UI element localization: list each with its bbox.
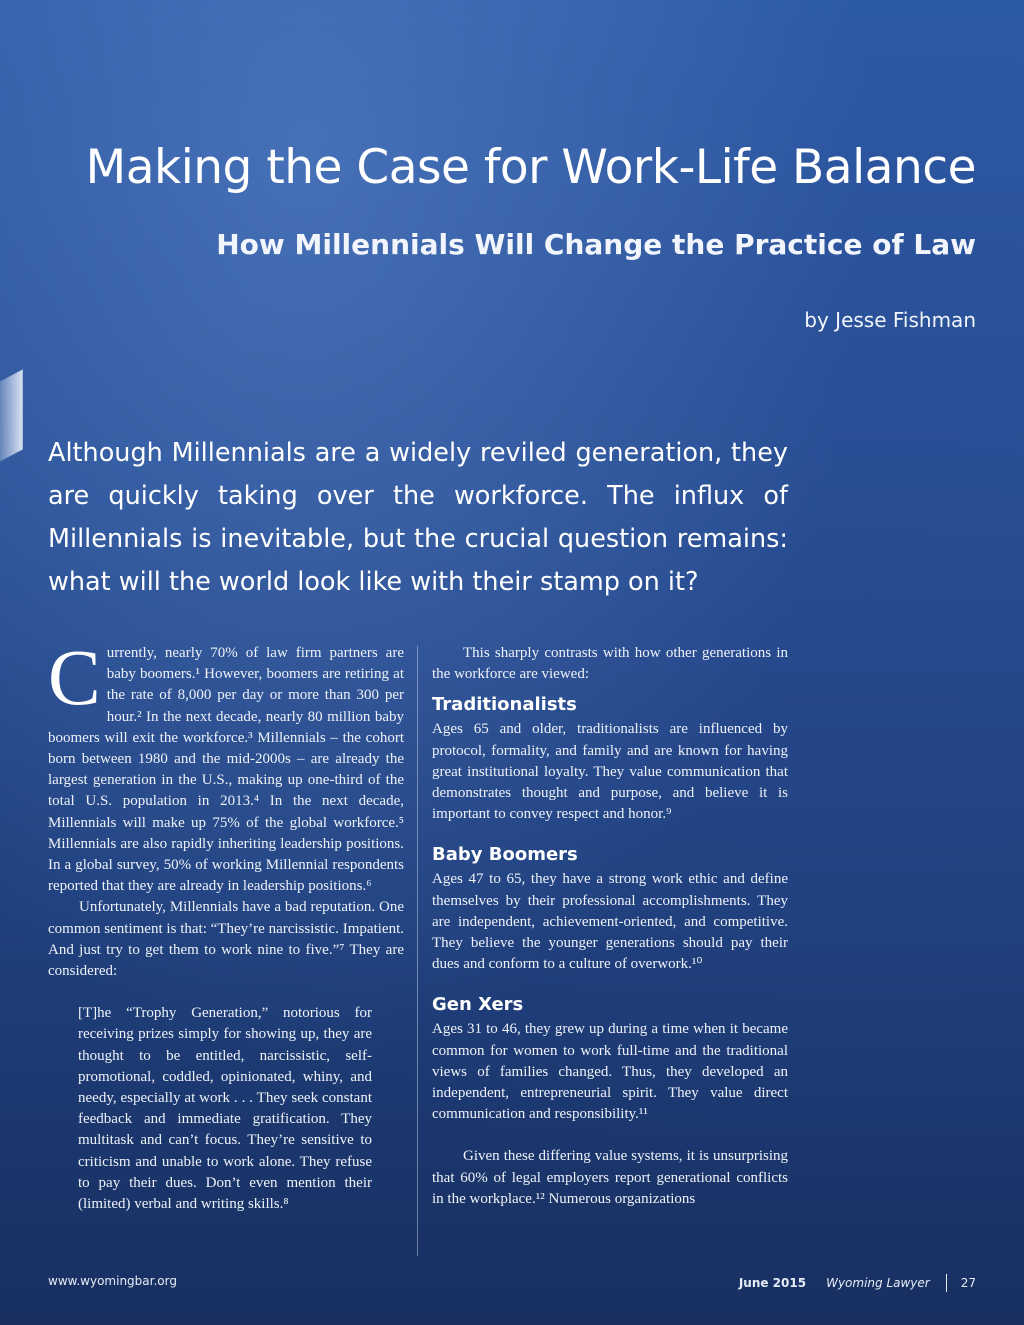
- page-edge-decoration: [0, 369, 23, 467]
- left-column: [48, 635, 404, 1215]
- section-heading-traditionalists: Traditionalists: [432, 694, 577, 716]
- conclusion-paragraph: Given these differing value systems, it is unsurprising that 60% of legal employers report generational conflicts in the workplace.¹² Numerous organizations: [432, 1148, 788, 1207]
- intro-paragraph: [48, 635, 404, 897]
- footer-issue-date: June 2015: [738, 1276, 807, 1290]
- lead-paragraph: Although Millennials are a widely reviled generation, they are quickly taking over the workforce. The influx of Millennials is inevitable, but the crucial question remains: what will the world look like with their stamp on it?: [48, 438, 788, 597]
- article-title: Making the Case for Work-Life Balance: [85, 140, 976, 195]
- section-text-baby-boomers: Ages 47 to 65, they have a strong work ethic and define themselves by their professional accomplishments. They are independent, achievement-oriented, and competitive. They believe the younger generations should pay their dues and conform to a culture of overwork.¹⁰: [432, 871, 788, 973]
- reputation-paragraph: Unfortunately, Millennials have a bad reputation. One common sentiment is that: “They’re narcissistic. Impatient. And just try to get them to work nine to five.”⁷ They are considered:: [48, 899, 404, 980]
- column-divider: [417, 646, 418, 1256]
- section-text-traditionalists: Ages 65 and older, traditionalists are influenced by protocol, formality, and family and are known for having great institutional loyalty. They value communication that demonstrates thought and purpose, and believe it is important to convey respect and honor.⁹: [432, 721, 788, 823]
- contrast-paragraph: This sharply contrasts with how other generations in the workforce are viewed:: [432, 645, 788, 683]
- footer-magazine-name: Wyoming Lawyer: [826, 1276, 930, 1290]
- intro-text: urrently, nearly 70% of law firm partners are baby boomers.¹ However, boomers are retiring at the rate of 8,000 per day or more than 300 per hour.² In the next decade, nearly 80 million baby boomers will exit the workforce.³ Millennials – the cohort born between 1980 and the mid-2000s – are already the largest generation in the U.S., making up one-third of the total U.S. population in 2013.⁴ In the next decade, Millennials will make up 75% of the global workforce.⁵ Millennials are also rapidly inheriting leadership positions. In a global survey, 50% of working Millennial respondents reported that they are already in leadership positions.⁶: [48, 645, 404, 895]
- section-heading-gen-xers: Gen Xers: [432, 994, 524, 1016]
- footer-website[interactable]: www.wyomingbar.org: [48, 1274, 177, 1288]
- right-column: [432, 643, 788, 1210]
- footer-info: [739, 1274, 976, 1292]
- footer-separator: [946, 1274, 947, 1292]
- footer-page-number: 27: [960, 1276, 976, 1290]
- section-heading-baby-boomers: Baby Boomers: [432, 844, 578, 866]
- article-byline: by Jesse Fishman: [804, 308, 976, 332]
- section-text-gen-xers: Ages 31 to 46, they grew up during a time when it became common for women to work full-time and the traditional views of families changed. Thus, they developed an independent, entrepreneurial spirit. They value direct communication and responsibility.¹¹: [432, 1021, 788, 1123]
- drop-cap: C: [48, 635, 101, 722]
- block-quote: [T]he “Trophy Generation,” notorious for receiving prizes simply for showing up, they are thought to be entitled, narcissistic, self-promotional, coddled, opinionated, whiny, and needy, especially at work . . . They seek constant feedback and immediate gratification. They multitask and can’t focus. They’re sensitive to criticism and unable to work alone. They refuse to pay their dues. Don’t even mention their (limited) verbal and writing skills.⁸: [78, 1005, 372, 1213]
- article-subtitle: How Millennials Will Change the Practice of Law: [216, 228, 976, 261]
